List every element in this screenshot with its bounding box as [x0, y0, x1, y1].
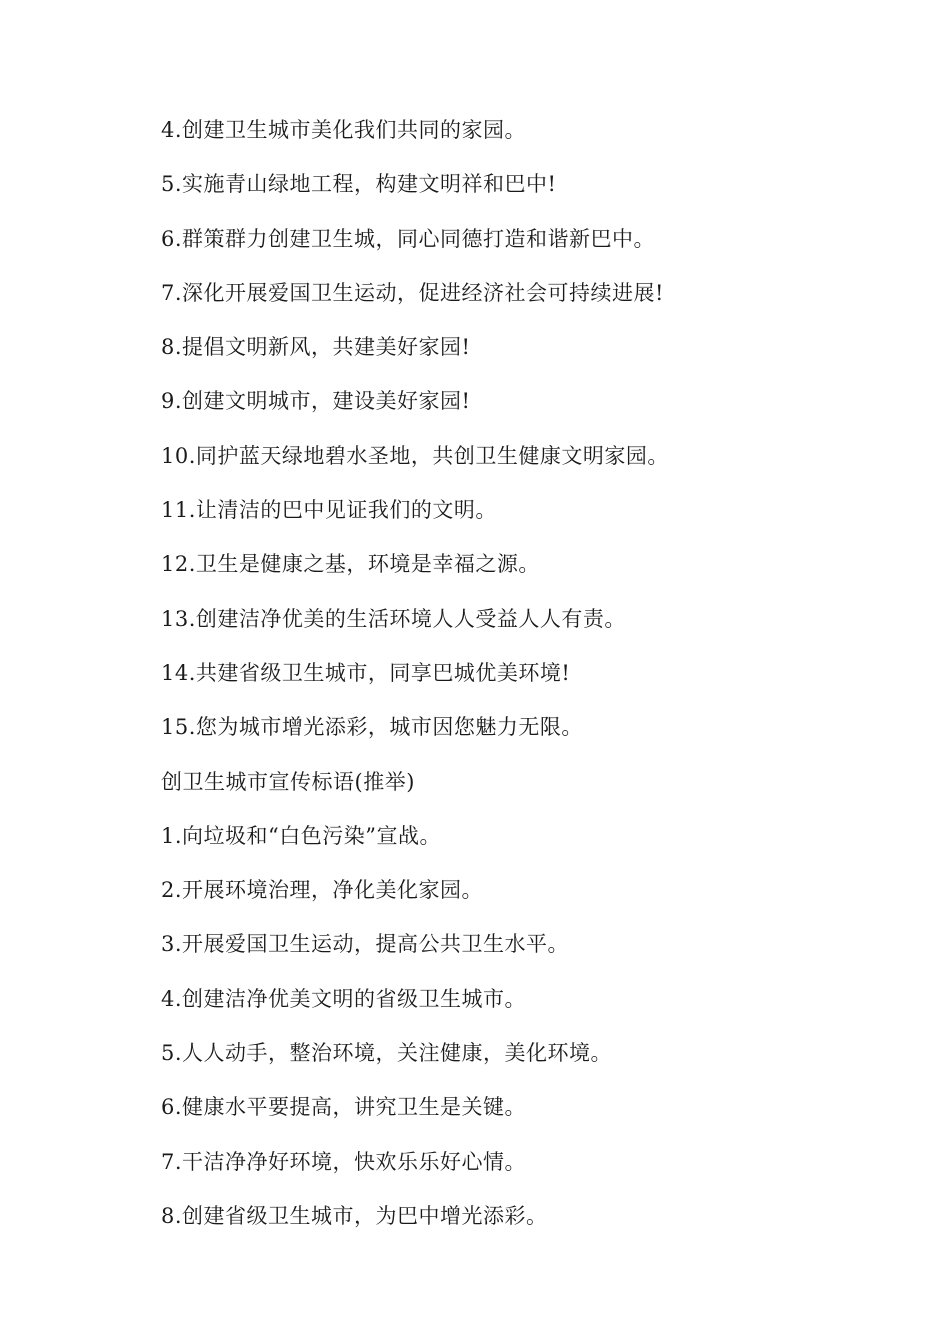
slogan-line: 7.干洁净净好环境，快欢乐乐好心情。 [161, 1149, 527, 1174]
slogan-line: 8.创建省级卫生城市，为巴中增光添彩。 [161, 1203, 548, 1228]
slogan-line: 9.创建文明城市，建设美好家园! [161, 389, 471, 414]
slogan-line: 14.共建省级卫生城市，同享巴城优美环境! [161, 660, 571, 685]
slogan-line: 2.开展环境治理，净化美化家园。 [161, 878, 484, 903]
section-heading: 创卫生城市宣传标语(推举) [161, 769, 415, 794]
slogan-line: 5.人人动手，整治环境，关注健康，美化环境。 [161, 1041, 613, 1066]
slogan-line: 10.同护蓝天绿地碧水圣地，共创卫生健康文明家园。 [161, 443, 669, 468]
slogan-line: 11.让清洁的巴中见证我们的文明。 [161, 498, 497, 523]
document-body [161, 112, 881, 1252]
slogan-line: 4.创建卫生城市美化我们共同的家园。 [161, 118, 527, 142]
slogan-line: 3.开展爱国卫生运动，提高公共卫生水平。 [161, 932, 570, 957]
slogan-line: 6.群策群力创建卫生城，同心同德打造和谐新巴中。 [161, 226, 656, 251]
slogan-line: 1.向垃圾和“白色污染”宣战。 [161, 823, 442, 848]
slogan-line: 5.实施青山绿地工程，构建文明祥和巴中! [161, 172, 557, 197]
slogan-line: 13.创建洁净优美的生活环境人人受益人人有责。 [161, 606, 626, 631]
slogan-line: 6.健康水平要提高，讲究卫生是关键。 [161, 1095, 527, 1120]
slogan-line: 15.您为城市增光添彩，城市因您魅力无限。 [161, 715, 583, 740]
slogan-line: 12.卫生是健康之基，环境是幸福之源。 [161, 552, 540, 577]
slogan-line: 7.深化开展爱国卫生运动，促进经济社会可持续进展! [161, 280, 664, 305]
slogan-line: 4.创建洁净优美文明的省级卫生城市。 [161, 986, 527, 1011]
slogan-line: 8.提倡文明新风，共建美好家园! [161, 335, 471, 360]
